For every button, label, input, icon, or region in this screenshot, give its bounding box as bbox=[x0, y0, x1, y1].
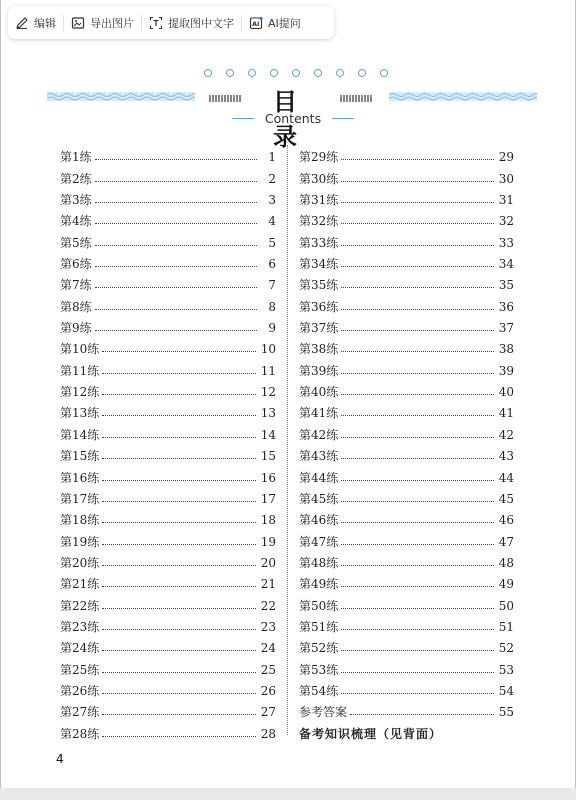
toc-entry-label: 第9练 bbox=[60, 321, 92, 336]
toc-entry[interactable] bbox=[299, 227, 514, 248]
decor-dot bbox=[380, 69, 388, 77]
toc-entry-page: 30 bbox=[498, 171, 514, 186]
toc-entry-page: 22 bbox=[260, 598, 276, 613]
toc-entry-label: 第54练 bbox=[299, 683, 339, 698]
toc-dot-leader bbox=[102, 586, 255, 587]
toc-dot-leader bbox=[102, 415, 255, 416]
text-extract-icon bbox=[149, 16, 163, 30]
toc-entry-page: 38 bbox=[498, 342, 514, 357]
toc-entry[interactable] bbox=[60, 633, 276, 654]
toc-entry[interactable] bbox=[299, 462, 514, 483]
toc-dot-leader bbox=[341, 437, 493, 438]
toc-dot-leader bbox=[95, 223, 257, 224]
page-number: 4 bbox=[56, 752, 64, 766]
toc-dot-leader bbox=[341, 373, 493, 374]
title-stripes-right bbox=[340, 95, 373, 102]
toc-entry[interactable] bbox=[60, 163, 276, 184]
decor-dot bbox=[270, 69, 278, 77]
toc-entry-label: 第26练 bbox=[60, 683, 100, 698]
toc-dot-leader bbox=[341, 458, 493, 459]
toc-dot-leader bbox=[341, 501, 493, 502]
toc-entry[interactable] bbox=[60, 590, 276, 611]
toc-dot-leader bbox=[341, 245, 493, 246]
toc-entry[interactable] bbox=[299, 590, 514, 611]
toc-entry[interactable] bbox=[60, 697, 276, 718]
toc-entry[interactable] bbox=[299, 249, 514, 270]
toc-dot-leader bbox=[341, 650, 493, 651]
toc-dot-leader bbox=[102, 394, 255, 395]
toc-entry-page: 10 bbox=[260, 342, 276, 357]
toc-entry[interactable] bbox=[60, 419, 276, 440]
toc-dot-leader bbox=[341, 544, 493, 545]
subtitle-rule-left bbox=[232, 118, 254, 119]
toc-dot-leader bbox=[102, 714, 255, 715]
toc-dot-leader bbox=[341, 565, 493, 566]
wave-band-right bbox=[389, 92, 537, 101]
toc-entry-page: 41 bbox=[498, 406, 514, 421]
toc-entry[interactable] bbox=[299, 484, 514, 505]
toc-entry-page: 46 bbox=[498, 513, 514, 528]
toc-dot-leader bbox=[341, 480, 493, 481]
toc-dot-leader bbox=[102, 629, 255, 630]
toc-entry-page: 49 bbox=[498, 577, 514, 592]
toc-dot-leader bbox=[102, 650, 255, 651]
toc-entry-page: 52 bbox=[498, 641, 514, 656]
header-dots bbox=[204, 69, 402, 77]
toc-entry[interactable] bbox=[299, 441, 514, 462]
toc-dot-leader bbox=[95, 287, 257, 288]
toc-entry-page: 7 bbox=[268, 278, 276, 293]
toc-entry-label: 第24练 bbox=[60, 641, 100, 656]
toc-entry-label: 第41练 bbox=[299, 406, 339, 421]
toc-entry-label: 第29练 bbox=[299, 150, 339, 165]
toc-entry-label: 第34练 bbox=[299, 257, 339, 272]
toc-dot-leader bbox=[341, 629, 493, 630]
toc-entry[interactable] bbox=[299, 206, 514, 227]
toc-entry-label: 第19练 bbox=[60, 534, 100, 549]
toc-entry-label: 第5练 bbox=[60, 235, 92, 250]
toc-entry[interactable] bbox=[60, 313, 276, 334]
toc-entry-page: 44 bbox=[498, 470, 514, 485]
toc-dot-leader bbox=[102, 373, 255, 374]
toc-entry[interactable] bbox=[299, 163, 514, 184]
toc-entry-page: 21 bbox=[260, 577, 276, 592]
toc-entry-label: 第22练 bbox=[60, 598, 100, 613]
toc-entry-page: 42 bbox=[498, 427, 514, 442]
toc-entry-label: 第15练 bbox=[60, 449, 100, 464]
toc-entry-page: 24 bbox=[260, 641, 276, 656]
toc-dot-leader bbox=[102, 672, 255, 673]
toc-dot-leader bbox=[95, 181, 257, 182]
toc-entry-page: 8 bbox=[268, 299, 276, 314]
toc-entry-label: 第52练 bbox=[299, 641, 339, 656]
toc-entry-page: 19 bbox=[260, 534, 276, 549]
toc-entry[interactable] bbox=[60, 227, 276, 248]
toc-entry-label: 第11练 bbox=[60, 363, 100, 378]
toc-entry-label: 第6练 bbox=[60, 257, 92, 272]
toc-entry-label: 第48练 bbox=[299, 555, 339, 570]
toc-dot-leader bbox=[341, 608, 493, 609]
toc-entry-page: 5 bbox=[268, 235, 276, 250]
toc-entry-page: 40 bbox=[498, 385, 514, 400]
toc-dot-leader bbox=[102, 736, 255, 737]
toc-entry-page: 45 bbox=[498, 491, 514, 506]
toc-dot-leader bbox=[102, 437, 255, 438]
toc-entry-page: 27 bbox=[260, 705, 276, 720]
toc-entry[interactable] bbox=[299, 142, 514, 163]
extract-text-label: 提取图中文字 bbox=[168, 16, 234, 30]
toc-entry-label: 第40练 bbox=[299, 385, 339, 400]
toc-entry-label: 第8练 bbox=[60, 299, 92, 314]
extract-text-button[interactable] bbox=[142, 6, 241, 39]
decor-dot bbox=[292, 69, 300, 77]
toc-entry-label: 第7练 bbox=[60, 278, 92, 293]
toc-entry-label: 第21练 bbox=[60, 577, 100, 592]
toc-dot-leader bbox=[341, 287, 493, 288]
toc-entry[interactable] bbox=[60, 334, 276, 355]
ai-ask-label: AI提问 bbox=[268, 16, 301, 30]
toc-entry-page: 23 bbox=[260, 619, 276, 634]
toc-dot-leader bbox=[102, 351, 255, 352]
toc-dot-leader bbox=[102, 458, 255, 459]
viewer-bottom-bar bbox=[0, 788, 576, 800]
toc-entry-page: 1 bbox=[268, 150, 276, 165]
toc-entry[interactable] bbox=[299, 569, 514, 590]
page-subtitle bbox=[232, 109, 354, 127]
toc-dot-leader bbox=[95, 245, 257, 246]
column-divider bbox=[287, 145, 288, 735]
toc-dot-leader bbox=[341, 309, 493, 310]
toc-entry-label: 第2练 bbox=[60, 171, 92, 186]
toc-entry-page: 55 bbox=[498, 705, 514, 720]
toc-entry-label: 第49练 bbox=[299, 577, 339, 592]
subtitle-text: Contents bbox=[264, 110, 322, 126]
toc-entry-label: 第31练 bbox=[299, 193, 339, 208]
toc-entry-page: 12 bbox=[260, 385, 276, 400]
toc-entry-page: 4 bbox=[268, 214, 276, 229]
toc-entry-label: 第43练 bbox=[299, 449, 339, 464]
page-border-left bbox=[0, 0, 1, 800]
toc-entry-page: 39 bbox=[498, 363, 514, 378]
toc-entry-label: 第50练 bbox=[299, 598, 339, 613]
toc-entry[interactable] bbox=[299, 548, 514, 569]
toc-entry-label: 第53练 bbox=[299, 662, 339, 677]
toc-entry-page: 2 bbox=[268, 171, 276, 186]
export-image-label: 导出图片 bbox=[90, 16, 134, 30]
toc-entry[interactable] bbox=[60, 206, 276, 227]
toc-entry-page: 47 bbox=[498, 534, 514, 549]
toc-entry[interactable] bbox=[60, 441, 276, 462]
toc-entry-page: 16 bbox=[260, 470, 276, 485]
toc-entry[interactable] bbox=[60, 185, 276, 206]
toc-dot-leader bbox=[95, 330, 257, 331]
toc-entry[interactable] bbox=[299, 291, 514, 312]
toc-entry-page: 33 bbox=[498, 235, 514, 250]
ai-ask-icon bbox=[249, 16, 263, 30]
toc-entry-label: 第25练 bbox=[60, 662, 100, 677]
edit-button-label: 编辑 bbox=[34, 16, 56, 30]
toc-entry[interactable] bbox=[60, 462, 276, 483]
toc-entry-label: 第17练 bbox=[60, 491, 100, 506]
toc-entry-label: 第28练 bbox=[60, 726, 100, 741]
toc-entry[interactable] bbox=[60, 654, 276, 675]
toc-right-column bbox=[299, 142, 514, 740]
toc-entry[interactable] bbox=[60, 377, 276, 398]
title-stripes-left bbox=[209, 95, 242, 102]
toc-entry[interactable] bbox=[60, 548, 276, 569]
toc-entry[interactable] bbox=[299, 526, 514, 547]
toc-entry[interactable] bbox=[299, 185, 514, 206]
toc-entry-label: 第13练 bbox=[60, 406, 100, 421]
toc-entry[interactable] bbox=[299, 654, 514, 675]
toc-entry-page: 9 bbox=[268, 321, 276, 336]
export-image-button[interactable] bbox=[64, 6, 141, 39]
toc-dot-leader bbox=[102, 480, 255, 481]
toc-entry-label: 第1练 bbox=[60, 150, 92, 165]
toc-entry-label: 第35练 bbox=[299, 278, 339, 293]
toc-entry-label: 第18练 bbox=[60, 513, 100, 528]
toc-entry-page: 20 bbox=[260, 555, 276, 570]
toc-entry-label: 第23练 bbox=[60, 619, 100, 634]
toc-entry-page: 36 bbox=[498, 299, 514, 314]
toc-entry-label: 备考知识梳理（见背面） bbox=[299, 726, 443, 741]
svg-text:AI: AI bbox=[252, 19, 260, 28]
toc-entry[interactable] bbox=[60, 569, 276, 590]
toc-entry[interactable] bbox=[60, 355, 276, 376]
toc-dot-leader bbox=[102, 544, 255, 545]
toc-entry-page: 6 bbox=[268, 257, 276, 272]
toc-entry-page: 28 bbox=[260, 726, 276, 741]
toc-entry-label: 第30练 bbox=[299, 171, 339, 186]
toc-entry-label: 第33练 bbox=[299, 235, 339, 250]
pencil-icon bbox=[15, 16, 29, 30]
toc-entry-page: 29 bbox=[498, 150, 514, 165]
toc-entry-page: 14 bbox=[260, 427, 276, 442]
toc-entry-page: 17 bbox=[260, 491, 276, 506]
wave-band-left bbox=[47, 92, 195, 101]
toc-entry[interactable] bbox=[60, 291, 276, 312]
floating-toolbar bbox=[8, 6, 334, 39]
toc-entry[interactable] bbox=[299, 676, 514, 697]
toc-entry-label: 第14练 bbox=[60, 427, 100, 442]
toc-entry-page: 3 bbox=[268, 193, 276, 208]
page-title: 目 录 bbox=[273, 88, 311, 151]
toc-dot-leader bbox=[341, 522, 493, 523]
toc-entry-page: 51 bbox=[498, 619, 514, 634]
toc-entry-label: 第12练 bbox=[60, 385, 100, 400]
toc-entry[interactable] bbox=[60, 142, 276, 163]
toc-entry-page: 13 bbox=[260, 406, 276, 421]
toc-entry-page: 11 bbox=[260, 363, 276, 378]
toc-dot-leader bbox=[350, 714, 494, 715]
toc-entry[interactable] bbox=[60, 398, 276, 419]
toc-entry-page: 50 bbox=[498, 598, 514, 613]
decor-dot bbox=[248, 69, 256, 77]
toc-entry-page: 32 bbox=[498, 214, 514, 229]
toc-dot-leader bbox=[341, 693, 493, 694]
toc-entry-label: 第16练 bbox=[60, 470, 100, 485]
toc-entry-page: 26 bbox=[260, 683, 276, 698]
edit-button[interactable] bbox=[8, 6, 63, 39]
toc-entry-label: 第44练 bbox=[299, 470, 339, 485]
toc-entry[interactable] bbox=[60, 484, 276, 505]
decor-dot bbox=[204, 69, 212, 77]
toc-entry[interactable] bbox=[60, 526, 276, 547]
toc-entry[interactable] bbox=[299, 697, 514, 718]
toc-entry-label: 第20练 bbox=[60, 555, 100, 570]
toc-entry-label: 第39练 bbox=[299, 363, 339, 378]
toc-dot-leader bbox=[95, 202, 257, 203]
toc-entry[interactable] bbox=[299, 355, 514, 376]
toc-dot-leader bbox=[341, 202, 493, 203]
toc-dot-leader bbox=[102, 565, 255, 566]
decor-dot bbox=[358, 69, 366, 77]
toc-dot-leader bbox=[341, 394, 493, 395]
decor-dot bbox=[226, 69, 234, 77]
toc-entry[interactable] bbox=[60, 718, 276, 739]
toc-entry-label: 第10练 bbox=[60, 342, 100, 357]
toc-dot-leader bbox=[95, 266, 257, 267]
toc-entry-page: 15 bbox=[260, 449, 276, 464]
toc-entry-label: 第47练 bbox=[299, 534, 339, 549]
toc-entry-page: 37 bbox=[498, 321, 514, 336]
toc-entry[interactable] bbox=[299, 419, 514, 440]
toc-entry[interactable] bbox=[299, 505, 514, 526]
decor-dot bbox=[314, 69, 322, 77]
toc-entry-label: 参考答案 bbox=[299, 705, 348, 720]
toc-entry-label: 第4练 bbox=[60, 214, 92, 229]
toc-entry-page: 54 bbox=[498, 683, 514, 698]
subtitle-rule-right bbox=[332, 118, 354, 119]
toc-dot-leader bbox=[341, 672, 493, 673]
toc-entry-label: 第42练 bbox=[299, 427, 339, 442]
toc-dot-leader bbox=[341, 586, 493, 587]
toc-entry-page: 35 bbox=[498, 278, 514, 293]
toc-dot-leader bbox=[102, 501, 255, 502]
toc-entry-label: 第37练 bbox=[299, 321, 339, 336]
toc-entry-label: 第46练 bbox=[299, 513, 339, 528]
toc-left-column bbox=[60, 142, 276, 740]
toc-entry[interactable] bbox=[299, 718, 514, 739]
toc-entry[interactable] bbox=[299, 313, 514, 334]
toc-entry-label: 第36练 bbox=[299, 299, 339, 314]
toc-entry-label: 第32练 bbox=[299, 214, 339, 229]
toc-entry-label: 第51练 bbox=[299, 619, 339, 634]
toc-dot-leader bbox=[341, 266, 493, 267]
toc-entry-label: 第38练 bbox=[299, 342, 339, 357]
toc-entry-page: 25 bbox=[260, 662, 276, 677]
toc-dot-leader bbox=[95, 159, 257, 160]
toc-dot-leader bbox=[102, 693, 255, 694]
toc-entry[interactable] bbox=[60, 676, 276, 697]
toc-entry[interactable] bbox=[299, 334, 514, 355]
toc-dot-leader bbox=[95, 309, 257, 310]
toc-entry[interactable] bbox=[60, 612, 276, 633]
toc-entry[interactable] bbox=[60, 505, 276, 526]
toc-entry-label: 第45练 bbox=[299, 491, 339, 506]
toc-entry-page: 18 bbox=[260, 513, 276, 528]
export-image-icon bbox=[71, 16, 85, 30]
toc-dot-leader bbox=[341, 223, 493, 224]
toc-entry-page: 53 bbox=[498, 662, 514, 677]
toc-entry-label: 第27练 bbox=[60, 705, 100, 720]
toc-dot-leader bbox=[341, 351, 493, 352]
toc-entry[interactable] bbox=[60, 270, 276, 291]
toc-dot-leader bbox=[341, 181, 493, 182]
ai-ask-button[interactable] bbox=[242, 6, 308, 39]
toc-dot-leader bbox=[102, 608, 255, 609]
toc-dot-leader bbox=[341, 159, 493, 160]
toc-entry-page: 34 bbox=[498, 257, 514, 272]
toc-dot-leader bbox=[341, 330, 493, 331]
toc-entry[interactable] bbox=[299, 633, 514, 654]
toc-entry-page: 43 bbox=[498, 449, 514, 464]
toc-entry[interactable] bbox=[299, 398, 514, 419]
toc-entry[interactable] bbox=[299, 612, 514, 633]
toc-entry-page: 31 bbox=[498, 193, 514, 208]
decor-dot bbox=[336, 69, 344, 77]
toc-entry-page: 48 bbox=[498, 555, 514, 570]
toc-dot-leader bbox=[341, 415, 493, 416]
toc-entry[interactable] bbox=[299, 377, 514, 398]
toc-entry[interactable] bbox=[299, 270, 514, 291]
toc-entry[interactable] bbox=[60, 249, 276, 270]
toc-entry-label: 第3练 bbox=[60, 193, 92, 208]
toc-dot-leader bbox=[102, 522, 255, 523]
